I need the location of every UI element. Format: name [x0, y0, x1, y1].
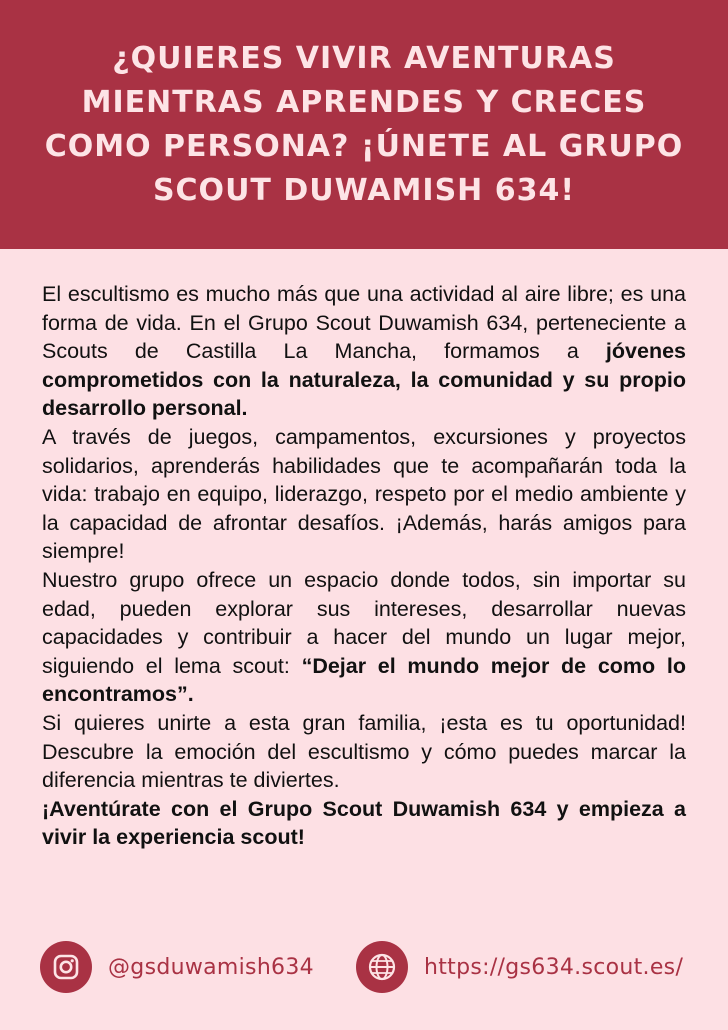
globe-icon — [356, 941, 408, 993]
paragraph-cta-bold: ¡Aventúrate con el Grupo Scout Duwamish 634 y empieza a vivir la experiencia scout! — [42, 796, 686, 850]
paragraph-intro — [42, 280, 686, 423]
footer — [40, 941, 690, 993]
paragraph-activities: A través de juegos, campamentos, excursiones y proyectos solidarios, aprenderás habilidades que te acompañarán toda la vida: trabajo en equipo, liderazgo, respeto por el medio ambiente y la capacidad de afrontar desafíos. ¡Además, harás amigos para siempre! — [42, 424, 686, 564]
paragraph-cta — [42, 795, 686, 852]
paragraph-group-text: Nuestro grupo ofrece un espacio donde todos, sin importar su edad, pueden explorar sus intereses, desarrollar nuevas capacidades y contribuir a hacer del mundo un lugar mejor, siguiendo el lema scout: — [42, 567, 686, 678]
instagram-link[interactable] — [40, 941, 314, 993]
website-link[interactable] — [356, 941, 683, 993]
body-text — [42, 280, 686, 852]
paragraph-group-motto: “Dejar el mundo mejor de como lo encontramos”. — [42, 653, 686, 707]
paragraph-intro-text: El escultismo es mucho más que una actividad al aire libre; es una forma de vida. En el Grupo Scout Duwamish 634, perteneciente a Scouts de Castilla La Mancha, formamos a — [42, 282, 686, 364]
paragraph-group — [42, 566, 686, 709]
instagram-handle[interactable]: @gsduwamish634 — [108, 954, 314, 980]
page-title: ¿QUIERES VIVIR AVENTURAS MIENTRAS APRENDES Y CRECES COMO PERSONA? ¡ÚNETE AL GRUPO SCOUT DUWAMISH 634! — [44, 40, 684, 208]
paragraph-join: Si quieres unirte a esta gran familia, ¡esta es tu oportunidad! Descubre la emoción del escultismo y cómo puedes marcar la diferencia mientras te diviertes. — [42, 710, 686, 793]
website-url[interactable]: https://gs634.scout.es/ — [424, 954, 684, 980]
header-banner — [0, 0, 728, 249]
paragraph-intro-bold: jóvenes comprometidos con la naturaleza, la comunidad y su propio desarrollo personal. — [42, 339, 686, 421]
instagram-icon — [40, 941, 92, 993]
